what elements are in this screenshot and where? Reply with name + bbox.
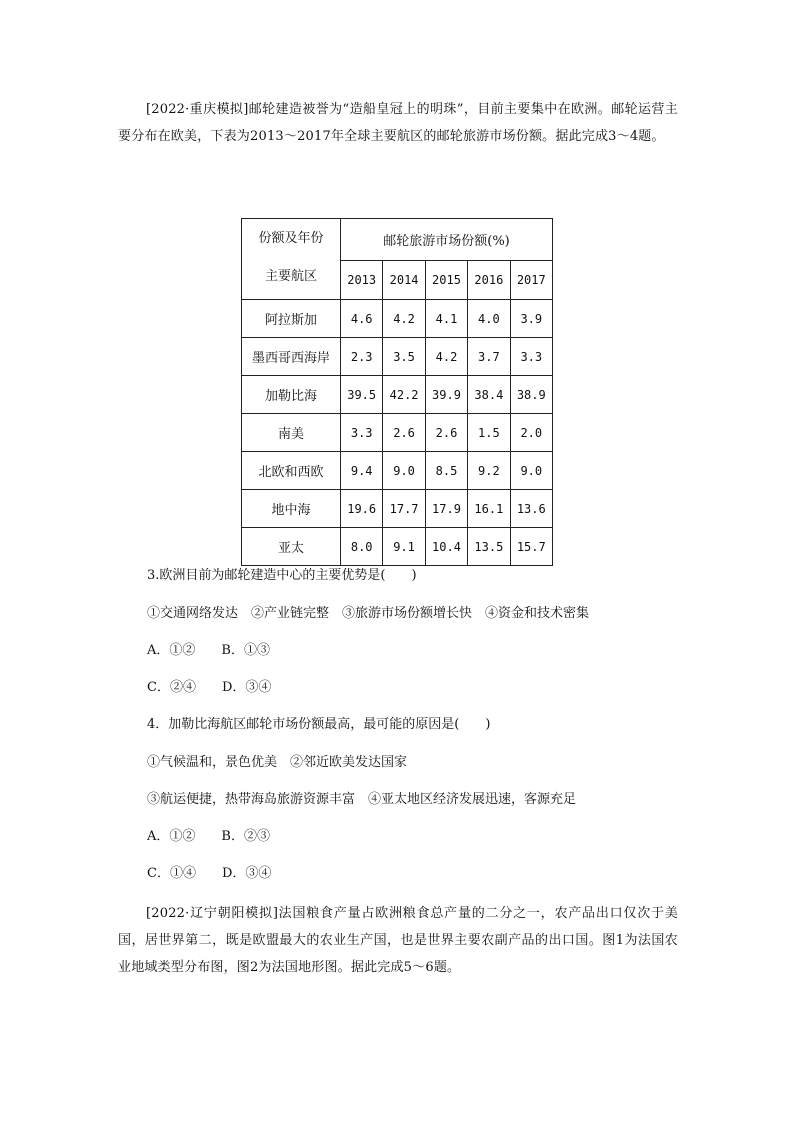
value-cell: 4.0 (468, 300, 510, 338)
corner-bottom-label: 主要航区 (264, 269, 317, 284)
question-4-stem: 4．加勒比海航区邮轮市场份额最高，最可能的原因是( ) (147, 717, 491, 732)
value-cell: 13.6 (510, 490, 552, 528)
value-cell: 3.3 (510, 338, 552, 376)
value-cell: 3.9 (510, 300, 552, 338)
year-header: 2014 (383, 260, 425, 300)
value-cell: 9.0 (383, 452, 425, 490)
value-cell: 2.0 (510, 414, 552, 452)
region-cell: 墨西哥西海岸 (242, 338, 341, 376)
value-cell: 38.4 (468, 376, 510, 414)
question-3-choices-cd: C．②④ D．③④ (147, 680, 272, 695)
value-cell: 3.3 (341, 414, 383, 452)
value-cell: 39.9 (425, 376, 467, 414)
table-row (242, 528, 553, 566)
region-cell: 亚太 (242, 528, 341, 566)
value-cell: 2.6 (425, 414, 467, 452)
value-cell: 3.7 (468, 338, 510, 376)
intro-text: [2022·重庆模拟]邮轮建造被誉为“造船皇冠上的明珠”，目前主要集中在欧洲。邮轮运营主要分布在欧美，下表为2013～2017年全球主要航区的邮轮旅游市场份额。据此完成3～4题。 (118, 102, 678, 144)
table-row (242, 452, 553, 490)
value-cell: 13.5 (468, 528, 510, 566)
question-3-stem: 3.欧洲目前为邮轮建造中心的主要优势是( ) (147, 568, 417, 583)
table-row (242, 414, 553, 452)
region-cell: 南美 (242, 414, 341, 452)
value-cell: 19.6 (341, 490, 383, 528)
table-row (242, 490, 553, 528)
intro-text: [2022·辽宁朝阳模拟]法国粮食产量占欧洲粮食总产量的二分之一，农产品出口仅次于美国，居世界第二，既是欧盟最大的农业生产国，也是世界主要农副产品的出口国。图1为法国农业地域类型分布图，图2为法国地形图。据此完成5～6题。 (118, 906, 678, 975)
table-row (242, 338, 553, 376)
question-3-choices-ab: A．①② B．①③ (147, 643, 270, 658)
value-cell: 2.6 (383, 414, 425, 452)
intro-paragraph-q5-6 (118, 900, 678, 981)
value-cell: 16.1 (468, 490, 510, 528)
corner-top-label: 份额及年份 (258, 231, 324, 246)
value-cell: 2.3 (341, 338, 383, 376)
question-4-statements-2: ③航运便捷，热带海岛旅游资源丰富 ④亚太地区经济发展迅速，客源充足 (147, 792, 577, 807)
value-cell: 4.6 (341, 300, 383, 338)
region-cell: 北欧和西欧 (242, 452, 341, 490)
region-cell: 阿拉斯加 (242, 300, 341, 338)
value-cell: 17.9 (425, 490, 467, 528)
value-cell: 9.1 (383, 528, 425, 566)
value-cell: 17.7 (383, 490, 425, 528)
value-cell: 10.4 (425, 528, 467, 566)
year-header: 2015 (425, 260, 467, 300)
group-header: 邮轮旅游市场份额(%) (341, 219, 553, 261)
value-cell: 4.2 (383, 300, 425, 338)
value-cell: 9.4 (341, 452, 383, 490)
value-cell: 39.5 (341, 376, 383, 414)
value-cell: 3.5 (383, 338, 425, 376)
question-4-statements-1: ①气候温和，景色优美 ②邻近欧美发达国家 (147, 755, 408, 770)
value-cell: 38.9 (510, 376, 552, 414)
value-cell: 8.5 (425, 452, 467, 490)
intro-paragraph-q3-4 (118, 96, 678, 150)
table-row (242, 300, 553, 338)
table-row (242, 376, 553, 414)
value-cell: 4.2 (425, 338, 467, 376)
region-cell: 加勒比海 (242, 376, 341, 414)
region-cell: 地中海 (242, 490, 341, 528)
value-cell: 9.2 (468, 452, 510, 490)
value-cell: 4.1 (425, 300, 467, 338)
question-4-choices-ab: A．①② B．②③ (147, 829, 270, 844)
value-cell: 1.5 (468, 414, 510, 452)
value-cell: 9.0 (510, 452, 552, 490)
value-cell: 8.0 (341, 528, 383, 566)
year-header: 2013 (341, 260, 383, 300)
value-cell: 42.2 (383, 376, 425, 414)
question-4-choices-cd: C．①④ D．③④ (147, 866, 272, 881)
table-corner-header (242, 219, 341, 300)
cruise-market-share-table (241, 218, 553, 566)
year-header: 2016 (468, 260, 510, 300)
year-header: 2017 (510, 260, 552, 300)
question-3-statements: ①交通网络发达 ②产业链完整 ③旅游市场份额增长快 ④资金和技术密集 (147, 606, 590, 621)
value-cell: 15.7 (510, 528, 552, 566)
